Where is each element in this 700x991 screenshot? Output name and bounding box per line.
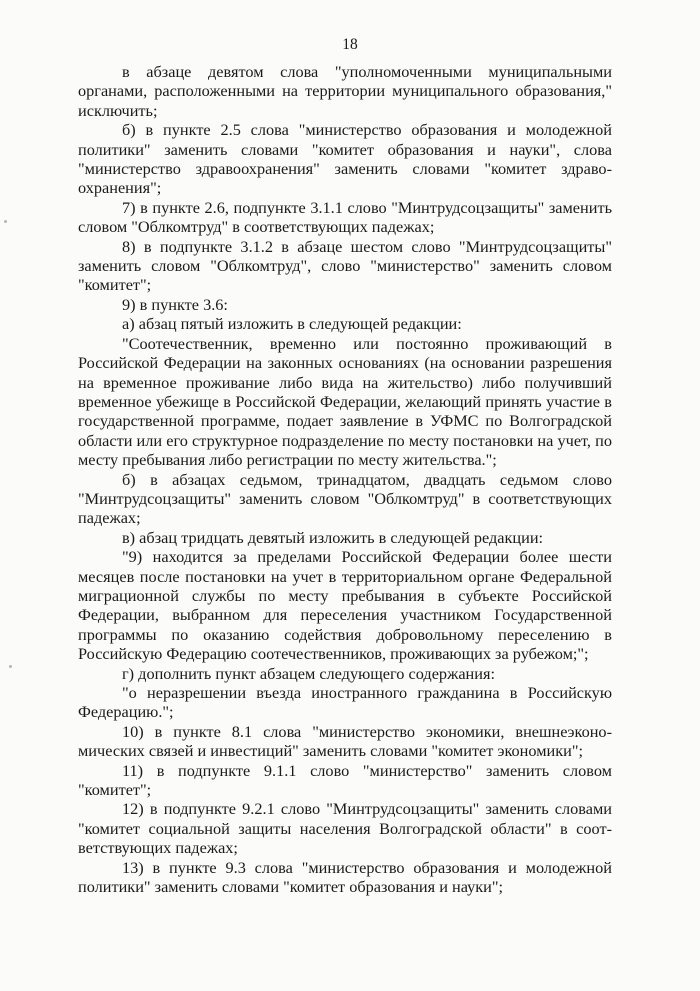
paragraph: б) в абзацах седьмом, тринадцатом, двадцать седьмом слово "Минтрудсоцзащиты" заменить словом "Облкомтруд" в соответствующих падежах; [78, 469, 612, 528]
paragraph: "Соотечественник, временно или постоянно проживающий в Российской Федерации на законных основаниях (на основании разрешения на временное проживание либо вида на жительство) либо получивший временное убежище в Российской Федерации, желающий принять участие в государственной программе, подает заявление в УФМС по Волгоградской области или его структурное подразделение по месту постановки на учет, по месту пребывания либо регистрации по месту жительства."; [78, 333, 612, 470]
paragraph: "о неразрешении въезда иностранного гражданина в Российскую Федерацию."; [78, 683, 612, 722]
paragraph: а) абзац пятый изложить в следующей редакции: [122, 314, 462, 334]
page-number: 18 [342, 36, 358, 53]
paragraph: 9) в пункте 3.6: [122, 294, 228, 314]
paragraph: б) в пункте 2.5 слова "министерство образования и молодежной политики" заменить словами "комитет образования и науки", слова "министерство здравоохранения" заменить словами "комитет здраво-охранения"; [78, 120, 612, 198]
paragraph: 11) в подпункте 9.1.1 слово "министерство" заменить словом "комитет"; [78, 760, 612, 800]
paragraph: в абзаце девятом слова "уполномоченными муниципальными органами, расположенными на территории муниципального образования," исключить; [78, 62, 612, 120]
paragraph: 13) в пункте 9.3 слова "министерство образования и молодежной политики" заменить словами "комитет образования и науки"; [78, 857, 612, 897]
paragraph: 12) в подпункте 9.2.1 слово "Минтрудсоцзащиты" заменить словами "комитет социальной защиты населения Волгоградской области" в соот-ветствующих падежах; [78, 799, 612, 858]
scan-speck [4, 220, 7, 223]
paragraph: 8) в подпункте 3.1.2 в абзаце шестом слово "Минтрудсоцзащиты" заменить словом "Облкомтруд", слово "министерство" заменить словом "комитет"; [78, 236, 612, 295]
paragraph: в) абзац тридцать девятый изложить в следующей редакции: [122, 527, 544, 547]
scan-speck [9, 665, 12, 668]
paragraph: 10) в пункте 8.1 слова "министерство экономики, внешнеэконо-мических связей и инвестиций" заменить словами "комитет экономики"; [78, 721, 612, 761]
paragraph: г) дополнить пункт абзацем следующего содержания: [122, 663, 495, 683]
paragraph: "9) находится за пределами Российской Федерации более шести месяцев после постановки на учет в территориальном органе Федеральной миграционной службы по месту пребывания в субъекте Российской Федерации, выбранном для переселения участником Государственной программы по оказанию содействия добровольному переселению в Российскую Федерацию соотечественников, проживающих за рубежом;"; [78, 547, 612, 664]
document-body [78, 62, 612, 896]
paragraph: 7) в пункте 2.6, подпункте 3.1.1 слово "Минтрудсоцзащиты" заменить словом "Облкомтруд" в соответствующих падежах; [78, 197, 612, 237]
